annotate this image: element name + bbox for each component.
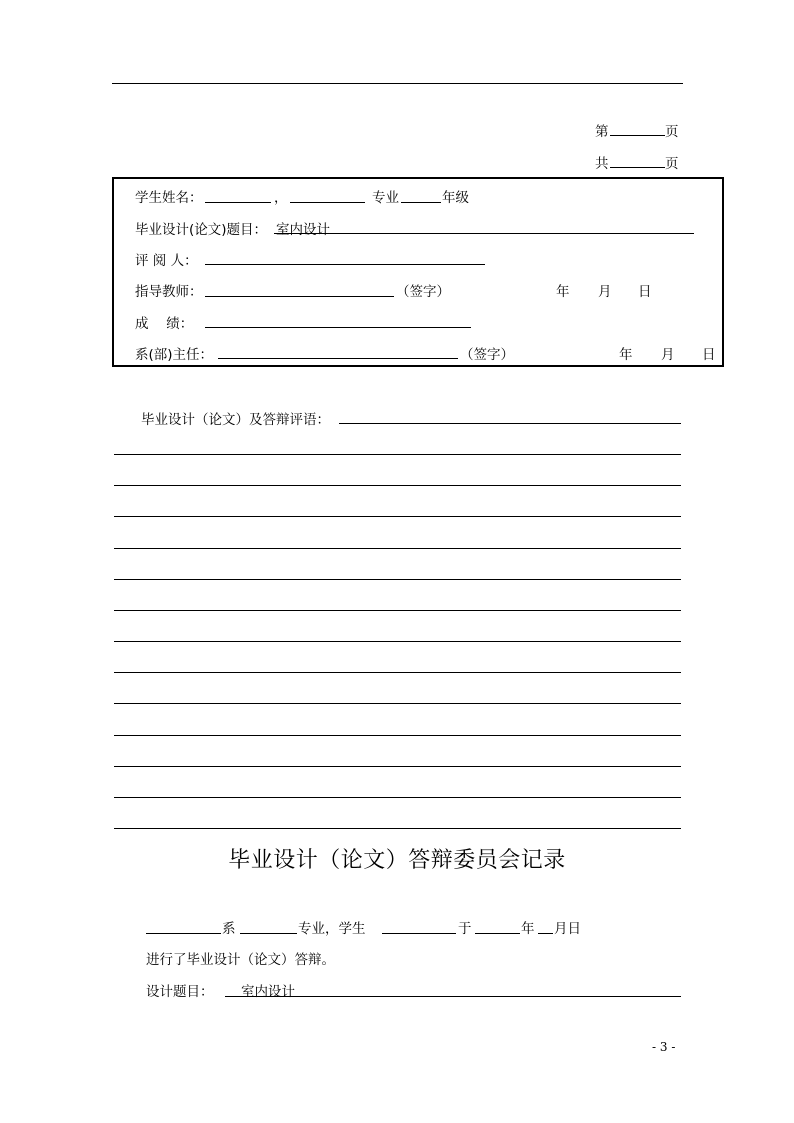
comment-line[interactable] [114,610,681,611]
score-blank[interactable] [205,327,471,328]
comment-line[interactable] [114,672,681,673]
defense-sentence: 进行了毕业设计（论文）答辩。 [146,952,335,968]
comments-first-line[interactable] [339,423,681,424]
dept-day: 日 [702,347,716,363]
comment-line[interactable] [114,579,681,580]
comment-line[interactable] [114,454,681,455]
topic-underline[interactable] [274,233,694,234]
committee-title: 毕业设计（论文）答辩委员会记录 [228,848,566,873]
header-rule [112,83,683,84]
student-name-blank-2[interactable] [290,202,365,203]
dept-suffix: 系 [222,921,236,937]
page-number-blank[interactable] [610,135,665,136]
topic-label: 毕业设计(论文)题目： [135,222,268,238]
grade-label: 年级 [442,190,469,206]
total-pages-blank[interactable] [610,167,665,168]
total-pages-suffix: 页 [665,156,679,172]
major-name-blank[interactable] [240,933,297,934]
advisor-blank[interactable] [205,296,394,297]
advisor-month: 月 [598,284,612,300]
comment-line[interactable] [114,766,681,767]
comment-line[interactable] [114,485,681,486]
student-name-blank-1[interactable] [205,202,271,203]
comment-line[interactable] [114,828,681,829]
comment-line[interactable] [114,703,681,704]
reviewer-label: 评 阅 人： [135,253,198,269]
topic-value: 室内设计 [276,222,330,238]
advisor-year: 年 [556,284,570,300]
total-pages-label: 共 [595,156,609,172]
advisor-day: 日 [638,284,652,300]
year-label: 年 [521,921,535,937]
student-name-label: 学生姓名： [135,190,203,206]
page-number: - 3 - [652,1040,676,1054]
dept-head-label: 系(部)主任： [135,347,214,363]
dept-head-blank[interactable] [218,358,458,359]
comment-line[interactable] [114,641,681,642]
dept-signature-note: （签字） [460,347,514,363]
year-blank[interactable] [475,933,520,934]
month-blank[interactable] [538,933,553,934]
score-label: 成 绩： [135,316,194,332]
dept-name-blank[interactable] [146,933,221,934]
comment-line[interactable] [114,548,681,549]
comma: ， [274,190,288,206]
comment-line[interactable] [114,516,681,517]
design-topic-value: 室内设计 [241,984,295,1000]
design-topic-label: 设计题目： [146,984,214,1000]
design-topic-underline[interactable] [225,996,681,997]
comments-label: 毕业设计（论文）及答辩评语： [141,412,330,428]
student-blank[interactable] [382,933,456,934]
advisor-label: 指导教师： [135,284,203,300]
advisor-signature-note: （签字） [396,284,450,300]
major-student-label: 专业，学生 [298,921,366,937]
page-suffix: 页 [665,124,679,140]
comment-line[interactable] [114,797,681,798]
dept-month: 月 [661,347,675,363]
month-day-label: 月日 [554,921,581,937]
dept-year: 年 [619,347,633,363]
reviewer-blank[interactable] [205,264,485,265]
comment-line[interactable] [114,735,681,736]
major-label: 专业 [372,190,399,206]
on-label: 于 [458,921,472,937]
major-blank[interactable] [401,202,441,203]
page-label: 第 [595,124,609,140]
info-box [112,177,724,367]
